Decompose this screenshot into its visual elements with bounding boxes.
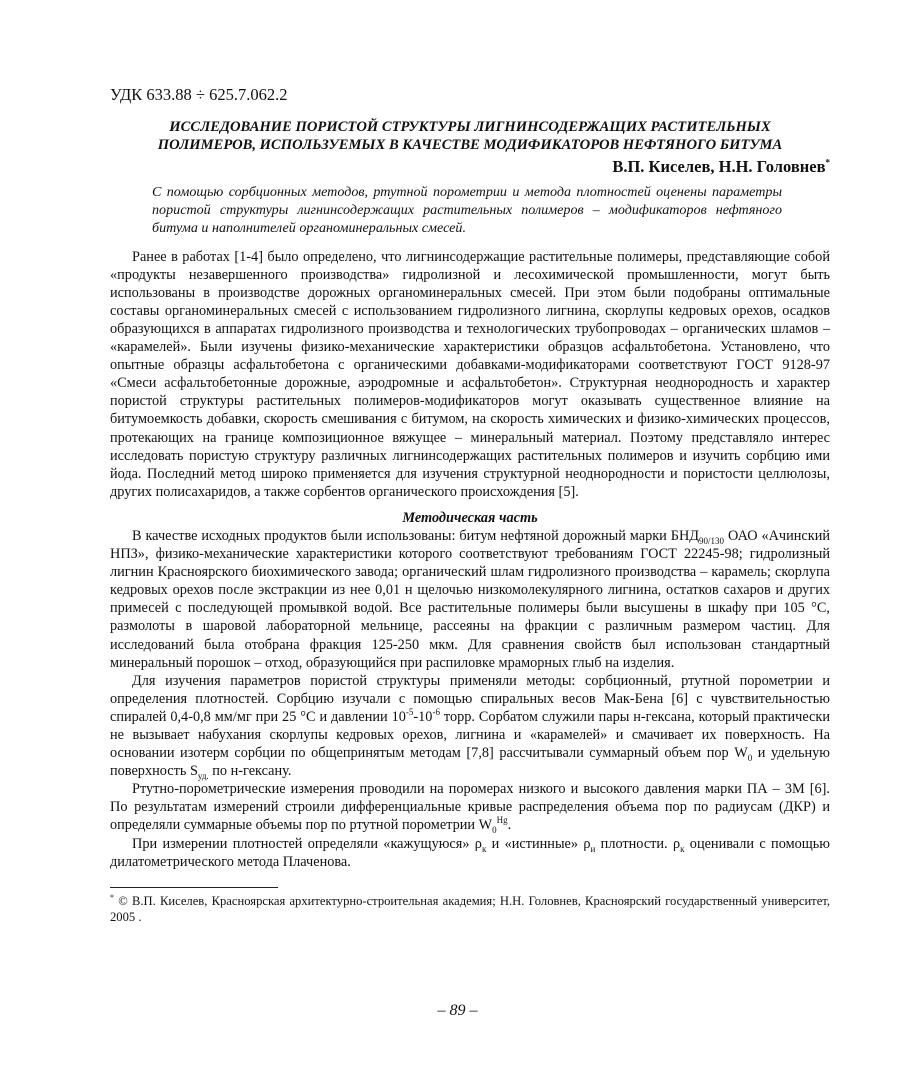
subscript: 90/130 bbox=[699, 535, 725, 546]
text-span: и «истинные» ρ bbox=[486, 835, 591, 852]
footnote-mark: * bbox=[110, 892, 114, 902]
density-paragraph bbox=[110, 835, 830, 871]
text-span: -10 bbox=[413, 708, 433, 725]
text-span: Ртутно-порометрические измерения проводили на поромерах низкого и высокого давления марки ПА – 3М [6]. По результатам измерений строили дифференциальные кривые распределения объема пор по радиусам (ДКР) и определяли суммарные объемы пор по ртутной порометрии W bbox=[110, 781, 830, 834]
page-content bbox=[110, 86, 830, 925]
text-span: При измерении плотностей определяли «кажущуюся» ρ bbox=[132, 835, 482, 852]
page-number: – 89 – bbox=[437, 1002, 478, 1019]
text-span: и удельную поверхность S bbox=[110, 745, 830, 780]
subscript: 0 bbox=[747, 752, 753, 763]
materials-paragraph bbox=[110, 527, 830, 672]
footnote bbox=[110, 894, 830, 926]
subscript: 0 bbox=[492, 825, 497, 836]
text-span: В качестве исходных продуктов были использованы: битум нефтяной дорожный марки БНД bbox=[132, 527, 700, 544]
authors-names: В.П. Киселев, Н.Н. Головнев bbox=[612, 157, 826, 177]
subscript: к bbox=[680, 843, 685, 854]
subscript: к bbox=[481, 843, 487, 854]
authors bbox=[110, 158, 830, 176]
text-span: ОАО «Ачинский НПЗ», физико-механические характеристики которого соответствуют требованиям ГОСТ 22245-98; гидролизный лигнин Красноярского биохимического завода; органический шлам гидролизного производства – карамель; скорлупа кедровых орехов после экстракции из нее 0,01 н щелочью низкомолекулярного лигнина, остатков сахаров и других примесей с последующей промывкой водой. Все растительные полимеры были высушены в шкафу при 105 °С, размолоты в шаровой лабораторной мельнице, рассеяны на фракции с различным размером частиц. Для исследований была отобрана фракция 125-250 мкм. Для сравнения свойств был использован стандартный минеральный порошок – отход, образующийся при распиловке мраморных глыб на изделия. bbox=[110, 527, 830, 671]
text-span: плотности. ρ bbox=[595, 835, 681, 852]
footnote-text: © В.П. Киселев, Красноярская архитектурно-строительная академия; Н.Н. Головнев, Красноярский государственный университет, 2005 . bbox=[110, 893, 830, 924]
text-span: торр. Сорбатом служили пары н-гексана, который практически не вызывает набухания скорлупы кедровых орехов, лигнина и «карамелей» и смачивает их поверхность. На основании изотерм сорбции по общепринятым методам [7,8] рассчитывали суммарный объем пор W bbox=[110, 708, 830, 762]
footnote-divider bbox=[110, 887, 278, 888]
udk-code: УДК 633.88 ÷ 625.7.062.2 bbox=[110, 85, 288, 104]
authors-footnote-mark: * bbox=[825, 157, 830, 168]
subscript: и bbox=[590, 843, 596, 854]
abstract: С помощью сорбционных методов, ртутной порометрии и метода плотностей оценены параметры пористой структуры лигнинсодержащих растительных полимеров – модификаторов нефтяного битума и наполнителей органоминеральных смесей. bbox=[152, 184, 782, 236]
title-line-2: ПОЛИМЕРОВ, ИСПОЛЬЗУЕМЫХ В КАЧЕСТВЕ МОДИФИКАТОРОВ НЕФТЯНОГО БИТУМА bbox=[157, 137, 783, 154]
text-span: . bbox=[507, 817, 512, 834]
superscript: -6 bbox=[432, 707, 440, 718]
porometry-paragraph bbox=[110, 780, 830, 834]
superscript: -5 bbox=[405, 707, 414, 718]
text-span: оценивали с помощью дилатометрического метода Плаченова. bbox=[110, 835, 830, 870]
text-span: по н-гексану. bbox=[208, 763, 292, 780]
paper-title bbox=[110, 118, 830, 154]
superscript: Hg bbox=[496, 815, 508, 826]
section-title: Методическая часть bbox=[402, 509, 538, 526]
subscript: уд. bbox=[197, 771, 209, 782]
intro-paragraph: Ранее в работах [1-4] было определено, что лигнинсодержащие растительные полимеры, представляющие собой «продукты незавершенного производства» гидролизной и лесохимической промышленности, могут быть использованы в производстве дорожных органоминеральных смесей. При этом были подобраны оптимальные составы органоминеральных смесей с использованием гидролизного лигнина, скорлупы кедровых орехов, осадков образующихся в аппаратах гидролизного производства и технологических трубопроводах – органических шламов – «карамелей». Были изучены физико-механические характеристики образцов асфальтобетона. Установлено, что опытные образцы асфальтобетона с органическими добавками-модификаторами соответствуют ГОСТ 9128-97 «Смеси асфальтобетонные дорожные, аэродромные и асфальтобетон». Структурная неоднородность и характер пористой структуры растительных полимеров-модификаторов могут оказывать существенное влияние на битумоемкость добавки, скорость смешивания с битумом, на скорость химических и физико-химических процессов, протекающих на границе композиционное вяжущее – минеральный материал. Поэтому представляло интерес исследовать пористую структуру различных лигнинсодержащих растительных полимеров и изучить сорбцию ими йода. Последний метод широко применяется для изучения структурной неоднородности и пористости целлюлозы, других полисахаридов, а также сорбентов органического происхождения [5]. bbox=[110, 248, 830, 500]
text-span: Для изучения параметров пористой структуры применяли методы: сорбционный, ртутной порометрии и определения плотностей. Сорбцию изучали с помощью спиральных весов Мак-Бена [6] с чувствительностью спиралей 0,4-0,8 мм/мг при 25 °С и давлении 10 bbox=[110, 672, 830, 725]
title-line-1: ИССЛЕДОВАНИЕ ПОРИСТОЙ СТРУКТУРЫ ЛИГНИНСОДЕРЖАЩИХ РАСТИТЕЛЬНЫХ bbox=[169, 119, 771, 136]
methods-paragraph bbox=[110, 672, 830, 781]
